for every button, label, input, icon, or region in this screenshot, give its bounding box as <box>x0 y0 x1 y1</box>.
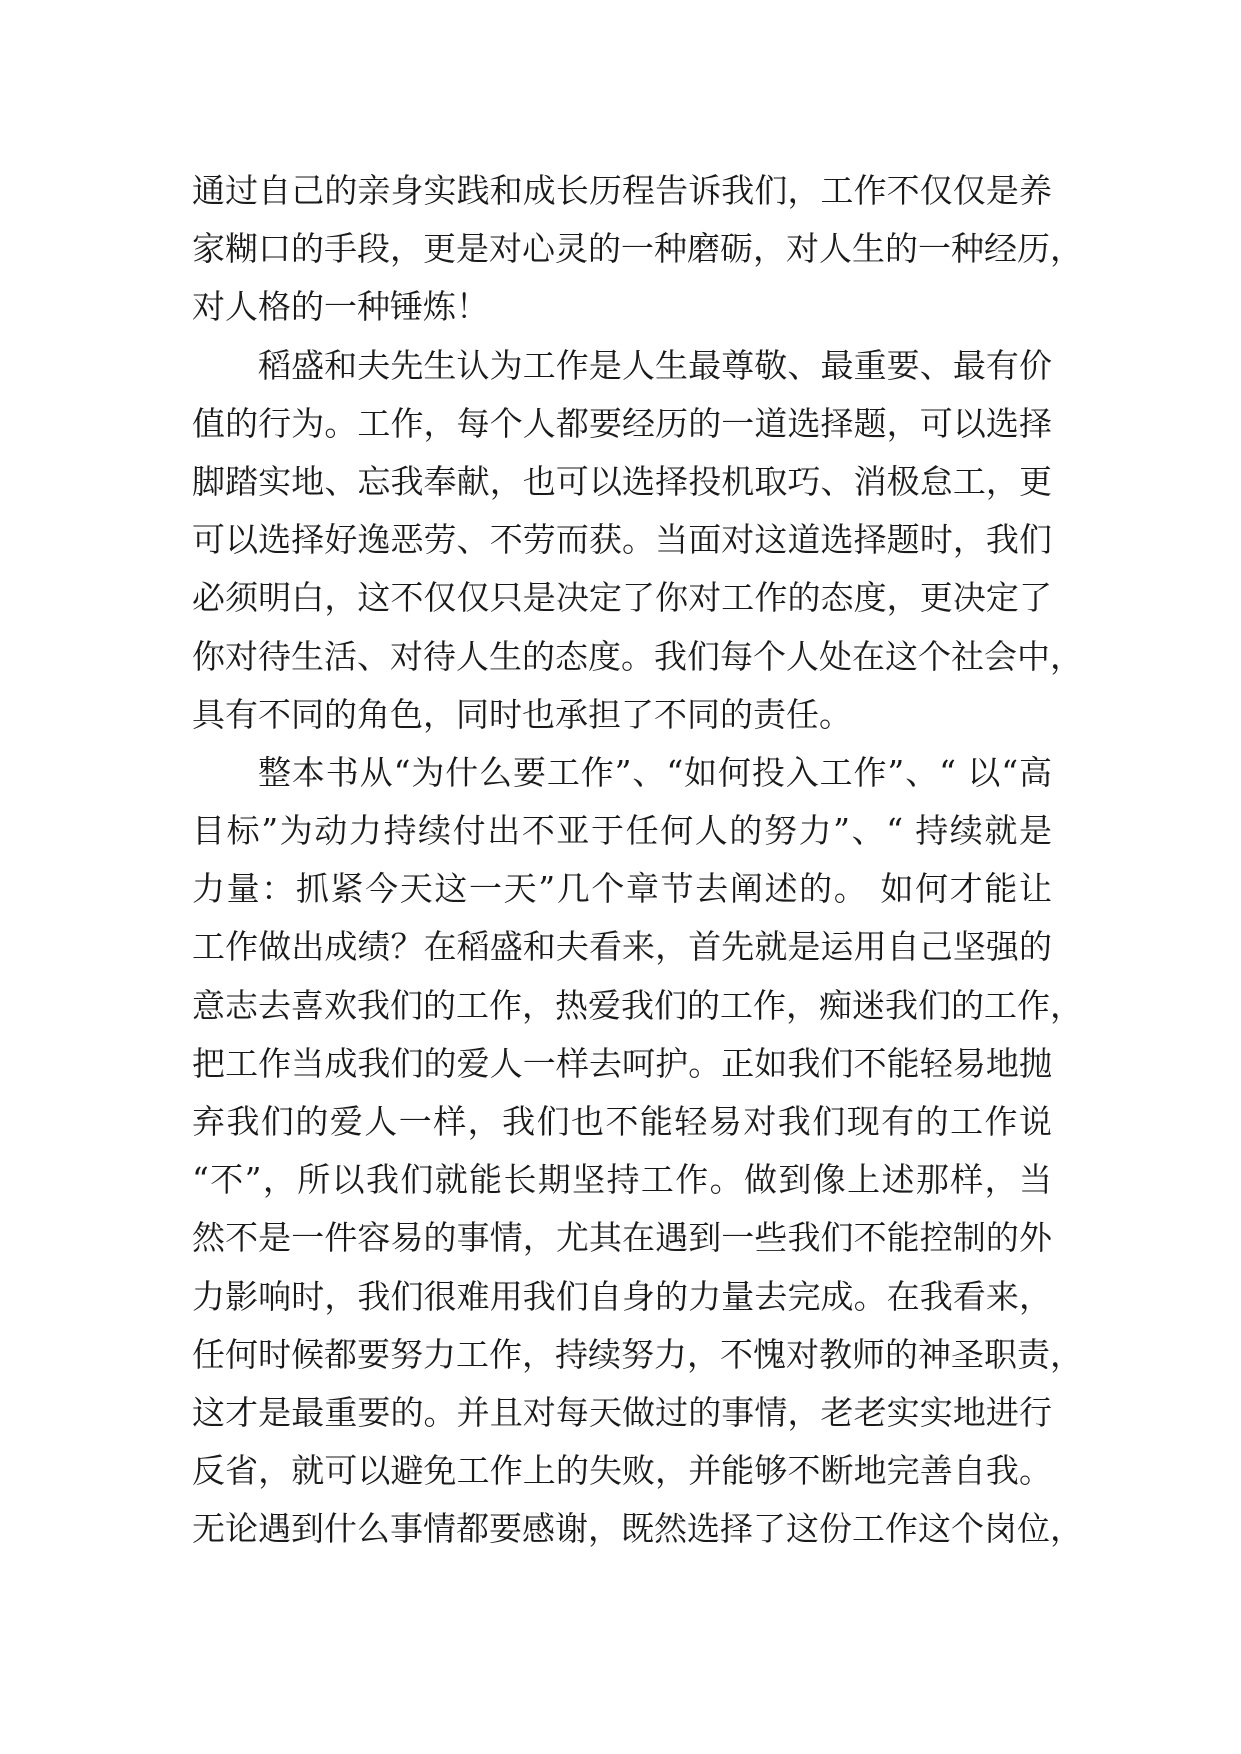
text-line: 通过自己的亲身实践和成长历程告诉我们，工作不仅仅是养 <box>192 171 1052 210</box>
text-line: 可以选择好逸恶劳、不劳而获。当面对这道选择题时，我们 <box>192 520 1052 560</box>
text-line: 无论遇到什么事情都要感谢，既然选择了这份工作这个岗位， <box>192 1509 1083 1549</box>
text-line: 弃我们的爱人一样，我们也不能轻易对我们现有的工作说 <box>192 1102 1052 1141</box>
text-line: 你对待生活、对待人生的态度。我们每个人处在这个社会中， <box>192 636 1083 676</box>
text-line: 家糊口的手段，更是对心灵的一种磨砺，对人生的一种经历， <box>192 229 1083 269</box>
text-line: 反省，就可以避免工作上的失败，并能够不断地完善自我。 <box>192 1451 1052 1491</box>
text-line: 力影响时，我们很难用我们自身的力量去完成。在我看来， <box>192 1276 1052 1316</box>
text-line: 对人格的一种锤炼！ <box>192 287 489 327</box>
text-line: 这才是最重要的。并且对每天做过的事情，老老实实地进行 <box>192 1392 1052 1432</box>
text-line: 脚踏实地、忘我奉献，也可以选择投机取巧、消极怠工，更 <box>192 461 1052 501</box>
text-line: 意志去喜欢我们的工作，热爱我们的工作，痴迷我们的工作， <box>192 985 1083 1025</box>
text-line: “不”，所以我们就能长期坚持工作。做到像上述那样，当 <box>192 1160 1052 1200</box>
text-line: 把工作当成我们的爱人一样去呵护。正如我们不能轻易地抛 <box>192 1043 1052 1083</box>
text-line: 必须明白，这不仅仅只是决定了你对工作的态度，更决定了 <box>192 578 1052 618</box>
text-line: 工作做出成绩？在稻盛和夫看来，首先就是运用自己坚强的 <box>192 927 1052 967</box>
text-line: 力量：抓紧今天这一天”几个章节去阐述的。 如何才能让 <box>192 869 1052 909</box>
text-line: 稻盛和夫先生认为工作是人生最尊敬、最重要、最有价 <box>258 345 1052 385</box>
text-line: 具有不同的角色，同时也承担了不同的责任。 <box>192 694 852 734</box>
text-line: 然不是一件容易的事情，尤其在遇到一些我们不能控制的外 <box>192 1218 1052 1258</box>
text-line: 值的行为。工作，每个人都要经历的一道选择题，可以选择 <box>192 403 1052 443</box>
text-line: 任何时候都要努力工作，持续努力，不愧对教师的神圣职责， <box>192 1334 1083 1374</box>
body-text <box>192 162 1083 1559</box>
text-line: 目标”为动力持续付出不亚于任何人的努力”、“ 持续就是 <box>192 811 1052 851</box>
text-line: 整本书从“为什么要工作”、“如何投入工作”、“ 以“高 <box>258 752 1052 792</box>
